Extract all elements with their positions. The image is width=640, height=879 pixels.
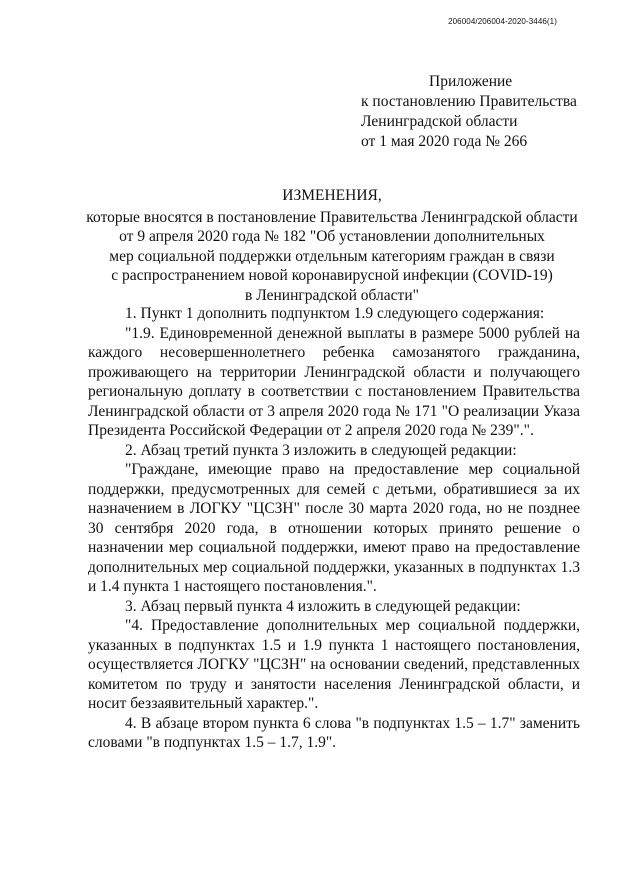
- document-title: [82, 186, 582, 305]
- title-line-5: в Ленинградской области": [245, 286, 419, 304]
- paragraph-1: 1. Пункт 1 дополнить подпунктом 1.9 следующего содержания:: [125, 305, 545, 322]
- paragraph-3: 3. Абзац первый пункта 4 изложить в следующей редакции:: [125, 597, 521, 615]
- appendix-header: [361, 72, 577, 152]
- paragraph-1-quote: "1.9. Единовременной денежной выплаты в размере 5000 рублей на каждого несовершеннолетнего ребенка самозанятого гражданина, проживающего на территории Ленинградской области и получающего региональную доплату в соответствии с постановлением Правительства Ленинградской области от 3 апреля 2020 года № 171 "О реализации Указа Президента Российской Федерации от 2 апреля 2020 года № 239".".: [88, 324, 580, 439]
- document-body: [88, 304, 580, 753]
- appendix-line-4: от 1 мая 2020 года № 266: [361, 133, 528, 150]
- title-line-3: мер социальной поддержки отдельным категориям граждан в связи: [109, 247, 555, 265]
- paragraph-2: 2. Абзац третий пункта 3 изложить в следующей редакции:: [125, 441, 517, 459]
- appendix-line-1: Приложение: [429, 73, 513, 90]
- document-id: 206004/206004-2020-3446(1): [448, 17, 557, 26]
- appendix-line-3: Ленинградской области: [361, 113, 518, 130]
- title-line-4: с распространением новой коронавирусной инфекции (COVID-19): [111, 267, 553, 284]
- title-line-1: которые вносятся в постановление Правительства Ленинградской области: [86, 208, 578, 226]
- paragraph-3-quote: "4. Предоставление дополнительных мер социальной поддержки, указанных в подпунктах 1.5 и 1.9 пункта 1 настоящего постановления, осуществляется ЛОГКУ "ЦСЗН" на основании сведений, представленных комитетом по труду и занятости населения Ленинградской области, и носит беззаявительный характер.".: [88, 617, 580, 712]
- title-line-2: от 9 апреля 2020 года № 182 "Об установлении дополнительных: [119, 228, 545, 245]
- paragraph-4: 4. В абзаце втором пункта 6 слова "в подпунктах 1.5 – 1.7" заменить словами "в подпунктах 1.5 – 1.7, 1.9".: [88, 714, 580, 751]
- appendix-line-2: к постановлению Правительства: [361, 93, 577, 110]
- title-heading: ИЗМЕНЕНИЯ,: [282, 187, 382, 204]
- paragraph-2-quote: "Граждане, имеющие право на предоставление мер социальной поддержки, предусмотренных для семей с детьми, обратившиеся за их назначением в ЛОГКУ "ЦСЗН" после 30 марта 2020 года, но не позднее 30 сентября 2020 года, в отношении которых принято решение о назначении мер социальной поддержки, имеют право на предоставление дополнительных мер социальной поддержки, указанных в подпунктах 1.3 и 1.4 пункта 1 настоящего постановления.".: [88, 461, 580, 595]
